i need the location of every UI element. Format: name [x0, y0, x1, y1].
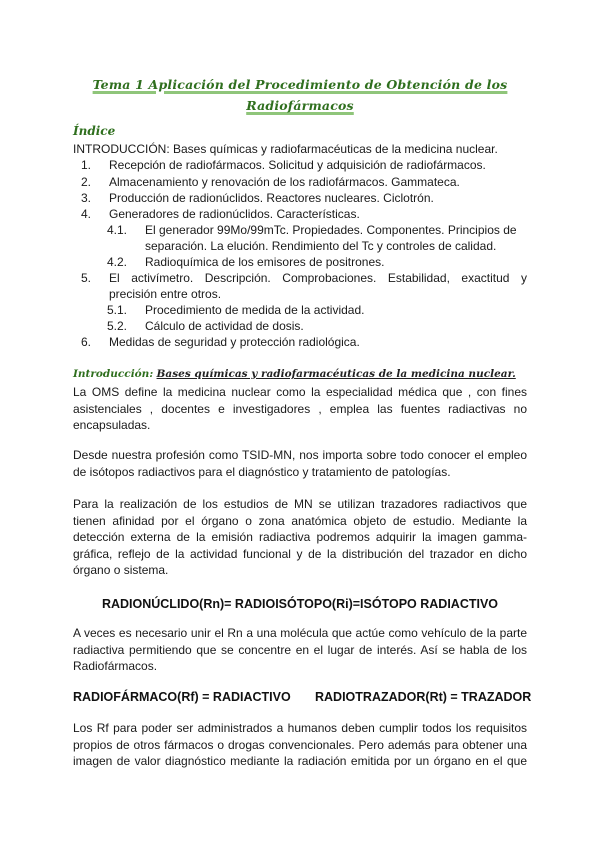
index-subitem-number: 5.2. — [107, 319, 128, 333]
paragraph-requirements: Los Rf para poder ser administrados a humanos deben cumplir todos los requisitos propios de otros fármacos o drogas convencionales. Pero además para obtener una imagen de valor diagnóstico mediante la radiación emitida por un órgano en el que — [73, 721, 527, 769]
index-subitem-number: 4.2. — [107, 255, 128, 269]
index-item-number: 4. — [81, 207, 92, 221]
index-item-continuation: precisión entre otros. — [109, 287, 222, 301]
index-item: Medidas de seguridad y protección radiológica. — [109, 335, 360, 349]
index-subitem-number: 5.1. — [107, 303, 128, 317]
document-title-line1: Tema 1 Aplicación del Procedimiento de Obtención de los — [92, 77, 508, 92]
document-title-line2: Radiofármacos — [246, 98, 354, 113]
section-label: Introducción: — [73, 368, 154, 380]
index-item-number: 3. — [81, 191, 92, 205]
paragraph-oms-definition: La OMS define la medicina nuclear como la especialidad médica que , con fines asistenciales , docentes e investigadores , emplea las fuentes radiactivas no encapsuladas. — [73, 385, 527, 433]
index-subitem: Cálculo de actividad de dosis. — [145, 319, 304, 333]
index-item: Recepción de radiofármacos. Solicitud y adquisición de radiofármacos. — [109, 158, 486, 172]
formula-radiotracer: RADIOTRAZADOR(Rt) = TRAZADOR — [315, 690, 532, 704]
paragraph-tracers: Para la realización de los estudios de MN se utilizan trazadores radiactivos que tienen afinidad por el órgano o zona anatómica objeto de estudio. Mediante la detección externa de la emisión radiactiva podremos adquirir la imagen gamma-gráfica, reflejo de la actividad funcional y de la distribución del trazador en dicho órgano o sistema. — [73, 497, 527, 578]
index-item-number: 1. — [81, 158, 92, 172]
formula-radiopharmaceutical: RADIOFÁRMACO(Rf) = RADIACTIVO — [73, 690, 291, 704]
index-subitem-number: 4.1. — [107, 223, 128, 237]
index-item: Generadores de radionúclidos. Características. — [109, 207, 360, 221]
index-item-number: 6. — [81, 335, 92, 349]
index-heading: Índice — [73, 124, 116, 138]
index-item-number: 2. — [81, 175, 92, 189]
formula-radionuclide: RADIONÚCLIDO(Rn)= RADIOISÓTOPO(Ri)=ISÓTOPO RADIACTIVO — [101, 597, 499, 611]
section-title: Bases químicas y radiofarmacéuticas de la medicina nuclear. — [156, 368, 516, 380]
index-subitem-continuation: separación. La elución. Rendimiento del Tc y controles de calidad. — [145, 239, 497, 253]
index-item: El activímetro. Descripción. Comprobaciones. Estabilidad, exactitud y — [109, 271, 527, 285]
index-subitem: Procedimiento de medida de la actividad. — [145, 303, 365, 317]
index-subitem: Radioquímica de los emisores de positrones. — [145, 255, 385, 269]
section-heading — [73, 366, 516, 380]
index-subitem: El generador 99Mo/99mTc. Propiedades. Componentes. Principios de — [145, 223, 517, 237]
index-intro: INTRODUCCIÓN: Bases químicas y radiofarmacéuticas de la medicina nuclear. — [73, 142, 498, 156]
index-item: Almacenamiento y renovación de los radiofármacos. Gammateca. — [109, 175, 460, 189]
paragraph-profession: Desde nuestra profesión como TSID-MN, nos importa sobre todo conocer el empleo de isótopos radiactivos para el diagnóstico y tratamiento de patologías. — [73, 448, 527, 479]
index-item-number: 5. — [81, 271, 92, 285]
paragraph-radiopharmaceuticals: A veces es necesario unir el Rn a una molécula que actúe como vehículo de la parte radiactiva permitiendo que se concentre en el lugar de interés. Así se habla de los Radiofármacos. — [73, 626, 527, 674]
index-item: Producción de radionúclidos. Reactores nucleares. Ciclotrón. — [109, 191, 434, 205]
